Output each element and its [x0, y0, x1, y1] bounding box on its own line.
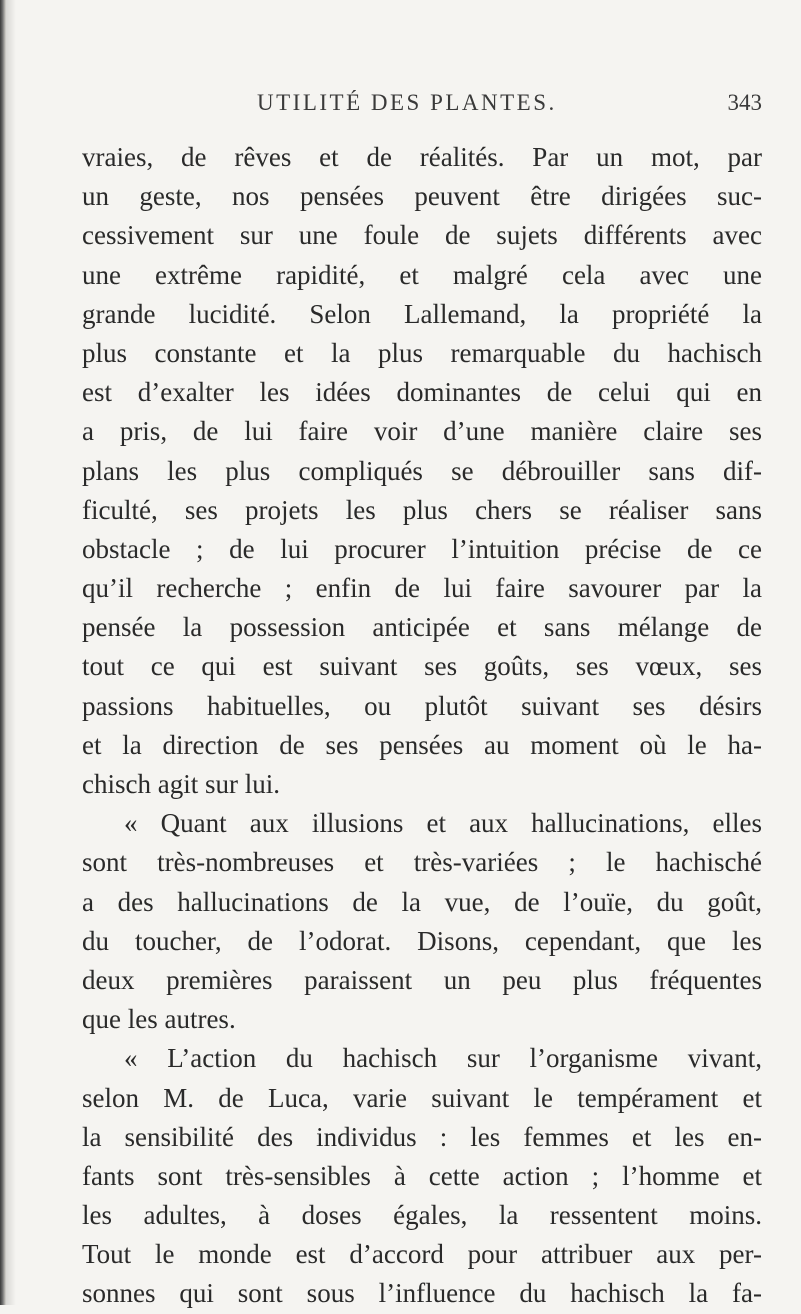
text-line: une extrême rapidité, et malgré cela avec une [82, 259, 762, 290]
text-line: la sensibilité des individus : les femmes et les en- [82, 1121, 762, 1152]
text-line: chisch agit sur lui. [82, 769, 280, 799]
text-line: Tout le monde est d’accord pour attribuer aux per- [82, 1239, 762, 1270]
text-line: « L’action du hachisch sur l’organisme vivant, [124, 1043, 762, 1074]
text-line: plus constante et la plus remarquable du hachisch [82, 337, 762, 368]
text-line: selon M. de Luca, varie suivant le tempérament et [82, 1082, 762, 1113]
text-line: qu’il recherche ; enfin de lui faire savourer par la [82, 573, 762, 604]
text-line: sonnes qui sont sous l’influence du hachisch la fa- [82, 1278, 762, 1309]
text-line: a des hallucinations de la vue, de l’ouïe, du goût, [82, 886, 762, 917]
text-line: sont très-nombreuses et très-variées ; le hachisché [82, 847, 762, 878]
text-line: obstacle ; de lui procurer l’intuition précise de ce [82, 533, 762, 564]
text-line: deux premières paraissent un peu plus fréquentes [82, 964, 762, 995]
page-number: 343 [727, 90, 762, 115]
text-line: « Quant aux illusions et aux hallucinations, elles [124, 808, 762, 839]
text-line: ficulté, ses projets les plus chers se réaliser sans [82, 494, 762, 525]
page-header [82, 90, 762, 120]
text-line: est d’exalter les idées dominantes de celui qui en [82, 377, 762, 408]
text-line: et la direction de ses pensées au moment où le ha- [82, 729, 762, 760]
text-line: vraies, de rêves et de réalités. Par un mot, par [82, 142, 762, 172]
text-line: passions habituelles, ou plutôt suivant ses désirs [82, 690, 762, 721]
text-line: les adultes, à doses égales, la ressentent moins. [82, 1200, 762, 1231]
text-line: du toucher, de l’odorat. Disons, cependant, que les [82, 925, 762, 956]
text-line: un geste, nos pensées peuvent être dirigées suc- [82, 181, 762, 212]
text-line: plans les plus compliqués se débrouiller sans dif- [82, 455, 762, 486]
text-line: a pris, de lui faire voir d’une manière claire ses [82, 416, 762, 447]
page-binding-shadow [6, 0, 16, 1305]
text-line: tout ce qui est suivant ses goûts, ses vœux, ses [82, 651, 762, 682]
running-head: UTILITÉ DES PLANTES. [257, 90, 557, 115]
text-line: grande lucidité. Selon Lallemand, la propriété la [82, 298, 762, 329]
text-line: que les autres. [82, 1004, 236, 1035]
text-line: fants sont très-sensibles à cette action ; l’homme et [82, 1160, 762, 1191]
text-line: pensée la possession anticipée et sans mélange de [82, 612, 762, 643]
text-line: cessivement sur une foule de sujets différents avec [82, 220, 762, 251]
body-text [82, 138, 762, 1314]
